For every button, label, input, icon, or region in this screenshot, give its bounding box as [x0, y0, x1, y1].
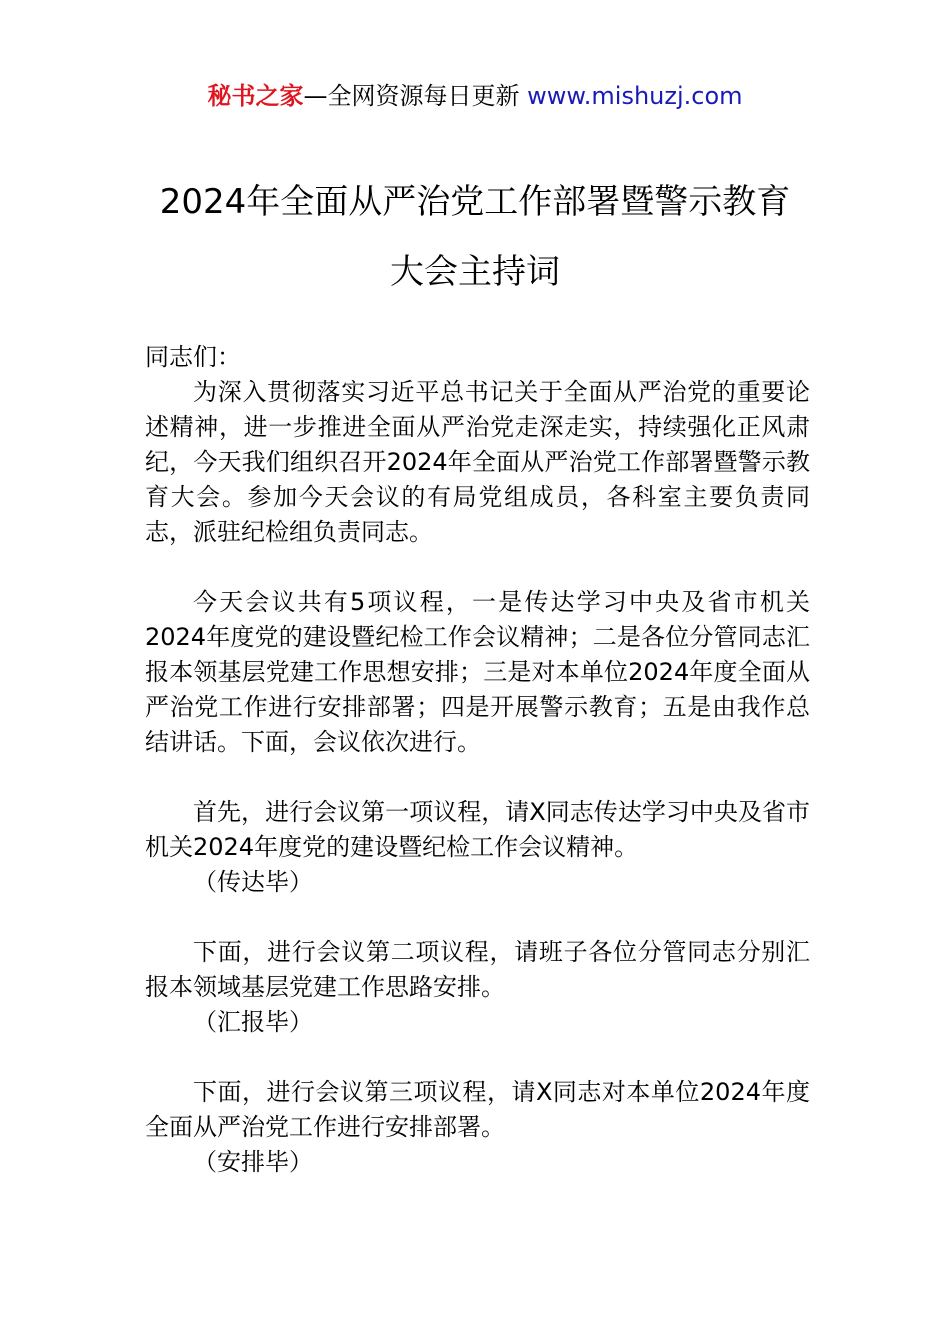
- paragraph-gap: [145, 550, 810, 585]
- note-item-3: （安排毕）: [193, 1148, 313, 1176]
- site-banner: [0, 80, 950, 112]
- document-title-line-1: 2024年全面从严治党工作部署暨警示教育: [159, 182, 791, 222]
- site-tagline: —全网资源每日更新: [303, 82, 520, 110]
- paragraph-item-3: 下面，进行会议第三项议程，请X同志对本单位2024年度全面从严治党工作进行安排部署。: [145, 1078, 810, 1141]
- document-title-line-2: 大会主持词: [390, 252, 560, 292]
- salutation: 同志们：: [145, 343, 241, 371]
- paragraph-item-2: 下面，进行会议第二项议程，请班子各位分管同志分别汇报本领域基层党建工作思路安排。: [145, 938, 810, 1001]
- site-url-link[interactable]: www.mishuzj.com: [527, 82, 743, 110]
- site-brand: 秘书之家: [207, 82, 304, 110]
- paragraph-gap: [145, 760, 810, 795]
- paragraph-item-1: 首先，进行会议第一项议程，请X同志传达学习中央及省市机关2024年度党的建设暨纪检工作会议精神。: [145, 798, 810, 861]
- paragraph-opening: 为深入贯彻落实习近平总书记关于全面从严治党的重要论述精神，进一步推进全面从严治党走深走实，持续强化正风肃纪，今天我们组织召开2024年全面从严治党工作部署暨警示教育大会。参加今天会议的有局党组成员，各科室主要负责同志，派驻纪检组负责同志。: [145, 378, 810, 546]
- paragraph-agenda: 今天会议共有5项议程，一是传达学习中央及省市机关2024年度党的建设暨纪检工作会议精神；二是各位分管同志汇报本领基层党建工作思想安排；三是对本单位2024年度全面从严治党工作进行安排部署；四是开展警示教育；五是由我作总结讲话。下面，会议依次进行。: [145, 588, 810, 756]
- paragraph-gap: [145, 1040, 810, 1075]
- document-body: [145, 340, 810, 1180]
- note-item-1: （传达毕）: [193, 868, 313, 896]
- paragraph-gap: [145, 900, 810, 935]
- note-item-2: （汇报毕）: [193, 1008, 313, 1036]
